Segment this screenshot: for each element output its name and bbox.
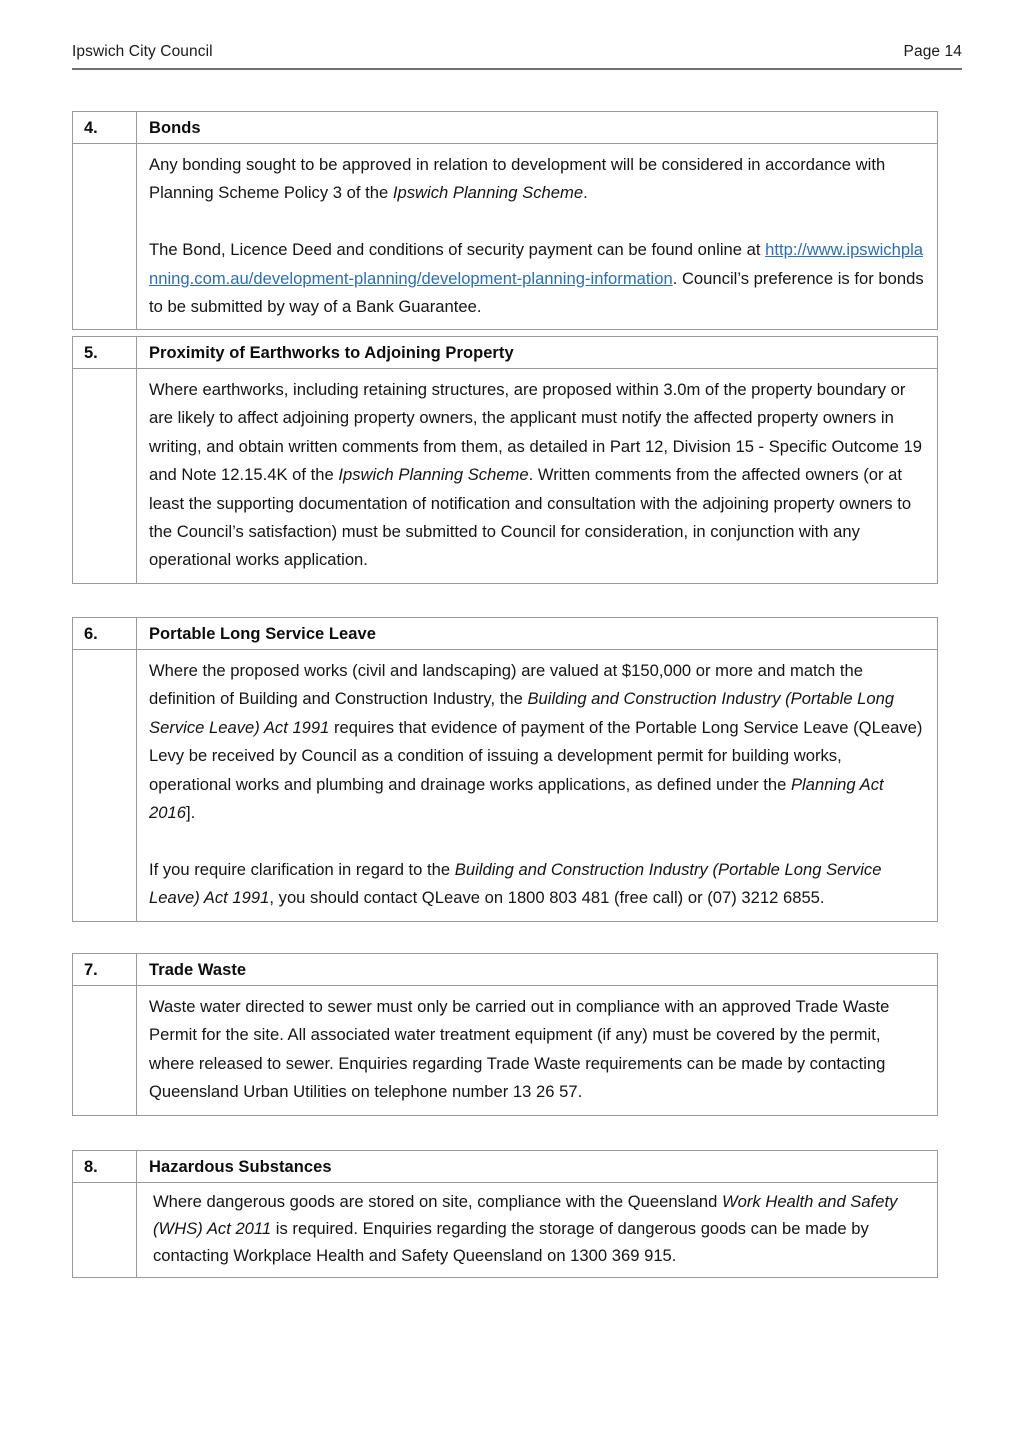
condition-paragraph (153, 1188, 927, 1270)
body-text: The Bond, Licence Deed and conditions of security payment can be found online at (149, 240, 766, 260)
body-text: If you require clarification in regard to the (149, 859, 455, 879)
condition-number: 7. (73, 954, 137, 986)
condition-number-spacer (73, 986, 137, 1116)
condition-body-row (73, 369, 938, 584)
body-text: Any bonding sought to be approved in relation to development will be considered in accordance with Planning Scheme Policy 3 of the (149, 155, 886, 203)
condition-title: Hazardous Substances (137, 1151, 938, 1183)
condition-paragraph (149, 856, 925, 913)
condition-paragraph (149, 657, 925, 827)
body-text: Where the proposed works (civil and landscaping) are valued at $150,000 or more and match the definition of Building and Construction Industry, the (149, 661, 863, 709)
header-organisation: Ipswich City Council (72, 43, 213, 60)
condition-title: Trade Waste (137, 954, 938, 986)
condition-table (72, 953, 938, 1116)
body-text: Where dangerous goods are stored on site, compliance with the Queensland (153, 1192, 722, 1211)
body-text: is required. Enquiries regarding the storage of dangerous goods can be made by contacting Workplace Health and Safety Queensland on 1300 369 915. (153, 1219, 869, 1266)
condition-title: Proximity of Earthworks to Adjoining Property (137, 337, 938, 369)
condition-title-row (73, 112, 938, 144)
body-text: requires that evidence of payment of the Portable Long Service Leave (QLeave) Levy be received by Council as a condition of issuing a development permit for building works, operational works and plumbing and drainage works applications, as defined under the (149, 717, 923, 794)
header-divider (72, 68, 962, 70)
legislation-title: Work Health and Safety (WHS) Act 2011 (153, 1192, 898, 1239)
body-text: Where earthworks, including retaining structures, are proposed within 3.0m of the property boundary or are likely to affect adjoining property owners, the applicant must notify the affected property owners in writing, and obtain written comments from them, as detailed in Part 12, Division 15 - Specific Outcome 19 and Note 12.15.4K of the (149, 380, 923, 485)
condition-table (72, 336, 938, 584)
body-text: , you should contact QLeave on 1800 803 481 (free call) or (07) 3212 6855. (269, 888, 825, 908)
body-text: . (583, 183, 588, 203)
condition-title-row (73, 954, 938, 986)
condition-title-row (73, 618, 938, 650)
condition-paragraph (149, 151, 925, 208)
condition-table (72, 1150, 938, 1278)
condition-number-spacer (73, 650, 137, 922)
condition-number: 4. (73, 112, 137, 144)
legislation-title: Building and Construction Industry (Portable Long Service Leave) Act 1991 (149, 859, 882, 908)
legislation-title: Planning Act 2016 (149, 774, 884, 823)
body-text: . Written comments from the affected owners (or at least the supporting documentation of notification and consultation with the adjoining property owners to the Council’s satisfaction) must be submitted to Council for consideration, in conjunction with any operational works application. (149, 465, 912, 570)
legislation-title: Ipswich Planning Scheme (338, 465, 529, 485)
condition-body-row (73, 650, 938, 922)
condition-body (137, 369, 938, 584)
condition-table (72, 111, 938, 330)
condition-title: Bonds (137, 112, 938, 144)
condition-body-row (73, 1183, 938, 1278)
condition-body (137, 144, 938, 330)
condition-title-row (73, 337, 938, 369)
body-text: . Council’s preference is for bonds to be submitted by way of a Bank Guarantee. (149, 268, 924, 317)
condition-paragraph (149, 376, 925, 575)
condition-number: 8. (73, 1151, 137, 1183)
condition-body (137, 650, 938, 922)
condition-title: Portable Long Service Leave (137, 618, 938, 650)
condition-body-row (73, 986, 938, 1116)
legislation-title: Building and Construction Industry (Portable Long Service Leave) Act 1991 (149, 689, 895, 737)
condition-body (137, 1183, 938, 1278)
condition-paragraph (149, 993, 925, 1107)
condition-paragraph (149, 236, 925, 321)
condition-title-row (73, 1151, 938, 1183)
condition-table (72, 617, 938, 922)
condition-body (137, 986, 938, 1116)
page-header (72, 42, 962, 72)
condition-body-row (73, 144, 938, 330)
body-text: ]. (185, 803, 196, 823)
external-link[interactable]: http://www.ipswichplanning.com.au/development-planning/development-planning-information (149, 240, 924, 288)
condition-number: 6. (73, 618, 137, 650)
condition-number-spacer (73, 144, 137, 330)
condition-number: 5. (73, 337, 137, 369)
header-page-number: Page 14 (903, 43, 962, 60)
condition-number-spacer (73, 1183, 137, 1278)
condition-number-spacer (73, 369, 137, 584)
legislation-title: Ipswich Planning Scheme (392, 183, 584, 203)
body-text: Waste water directed to sewer must only be carried out in compliance with an approved Trade Waste Permit for the site. All associated water treatment equipment (if any) must be covered by the permit, where released to sewer. Enquiries regarding Trade Waste requirements can be made by contacting Queensland Urban Utilities on telephone number 13 26 57. (149, 997, 890, 1102)
page-header-row (72, 42, 962, 62)
